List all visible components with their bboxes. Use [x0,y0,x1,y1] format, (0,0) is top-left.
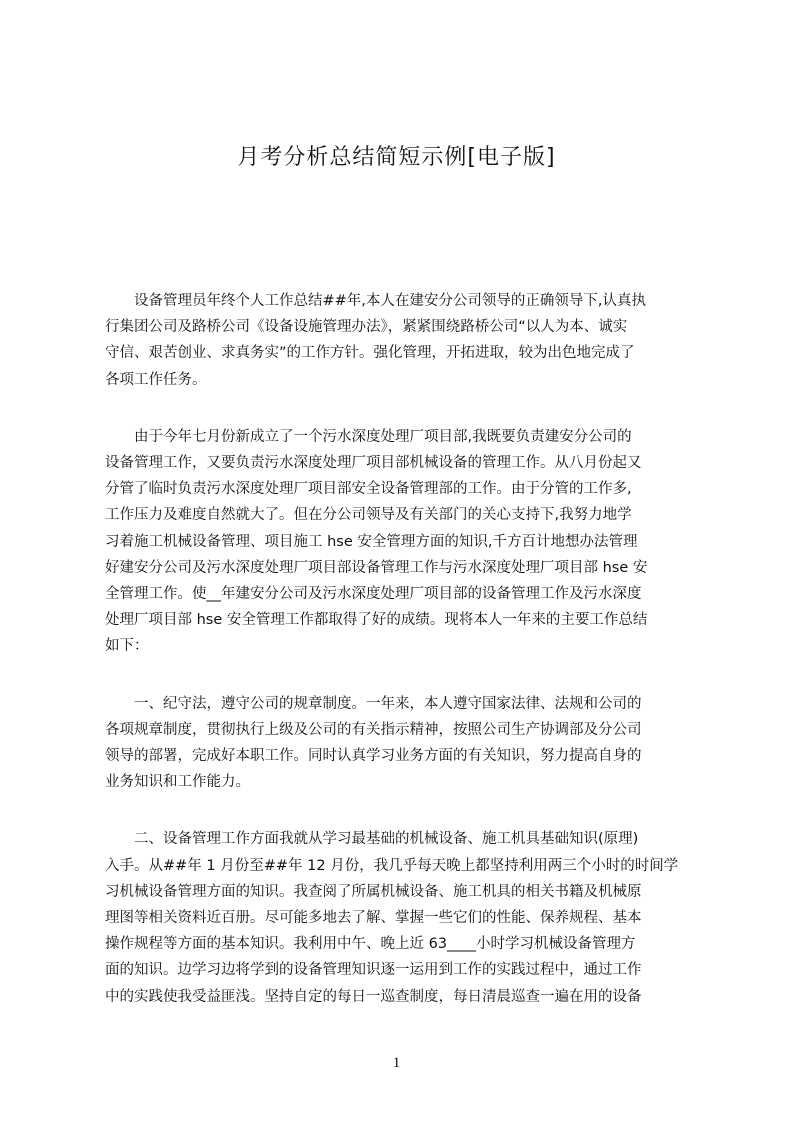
document-title: 月考分析总结简短示例[电子版] [237,145,556,170]
body-paragraph [105,826,698,1009]
text-line: 行集团公司及路桥公司《设备设施管理办法》，紧紧围绕路桥公司“以人为本、诚实 [105,319,628,336]
text-line: 习着施工机械设备管理、项目施工 hse 安全管理方面的知识,千方百计地想办法管理 [105,533,638,550]
text-line: 面的知识。边学习边将学到的设备管理知识逐一运用到工作的实践过程中，通过工作 [105,962,642,979]
text-line: 如下： [105,638,149,655]
text-line: 入手。从##年 1 月份至##年 12 月份，我几乎每天晚上都坚持利用两三个小时的时间学 [105,857,679,874]
text-line: 分管了临时负责污水深度处理厂项目部安全设备管理部的工作。由于分管的工作多, [105,481,632,498]
text-line: 各项工作任务。 [105,371,207,388]
text-line: 二、设备管理工作方面我就从学习最基础的机械设备、施工机具基础知识(原理) [105,831,639,848]
text-line: 习机械设备管理方面的知识。我查阅了所属机械设备、施工机具的相关书籍及机械原 [105,883,642,900]
body-paragraph [105,691,698,796]
text-line: 由于今年七月份新成立了一个污水深度处理厂项目部,我既要负责建安分公司的 [105,428,632,445]
text-line: 中的实践使我受益匪浅。坚持自定的每日一巡查制度，每日清晨巡查一遍在用的设备 [105,988,642,1005]
text-line: 业务知识和工作能力。 [105,774,250,791]
text-line: 全管理工作。使__年建安分公司及污水深度处理厂项目部的设备管理工作及污水深度 [105,586,642,603]
text-line: 处理厂项目部 hse 安全管理工作都取得了好的成绩。现将本人一年来的主要工作总结 [105,612,648,629]
text-line: 工作压力及难度自然就大了。但在分公司领导及有关部门的关心支持下,我努力地学 [105,507,632,524]
text-line: 好建安分公司及污水深度处理厂项目部设备管理工作与污水深度处理厂项目部 hse 安 [105,559,648,576]
text-line: 设备管理员年终个人工作总结##年,本人在建安分公司领导的正确领导下,认真执 [105,293,647,309]
body-paragraph [105,424,698,660]
text-line: 各项规章制度，贯彻执行上级及公司的有关指示精神，按照公司生产协调部及分公司 [105,721,642,738]
body-paragraph [105,288,698,393]
text-line: 理图等相关资料近百册。尽可能多地去了解、掌握一些它们的性能、保养规程、基本 [105,910,642,927]
text-line: 一、纪守法，遵守公司的规章制度。一年来，本人遵守国家法律、法规和公司的 [105,695,642,712]
document-body [105,288,698,1041]
text-line: 守信、艰苦创业、求真务实”的工作方针。强化管理，开拓进取，较为出色地完成了 [105,345,635,362]
text-line: 设备管理工作，又要负责污水深度处理厂项目部机械设备的管理工作。从八月份起又 [105,455,642,472]
text-line: 领导的部署，完成好本职工作。同时认真学习业务方面的有关知识，努力提高自身的 [105,748,642,765]
text-line: 操作规程等方面的基本知识。我利用中午、晚上近 63____小时学习机械设备管理方 [105,936,636,953]
page-number: 1 [392,1055,401,1071]
